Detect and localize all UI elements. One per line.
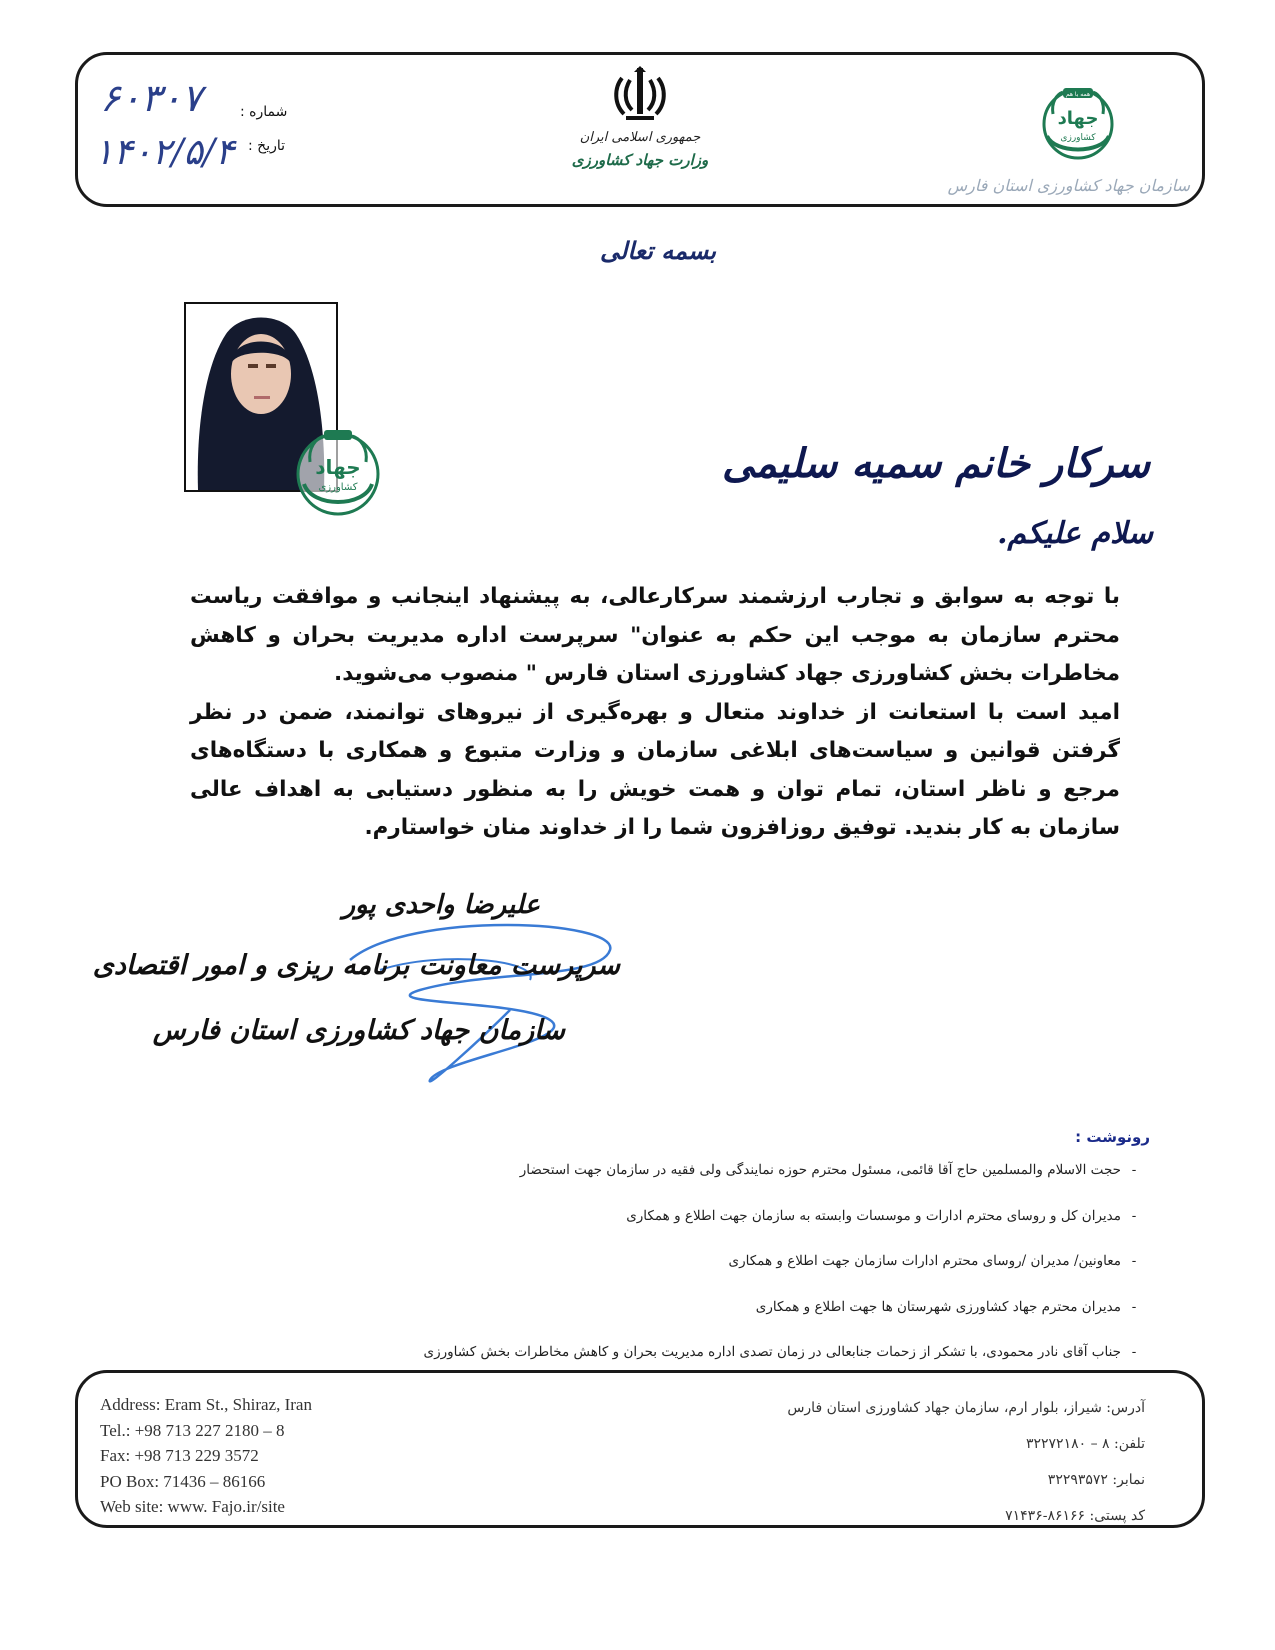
cc-item-text: مدیران کل و روسای محترم ادارات و موسسات وابسته به سازمان جهت اطلاع و همکاری [626,1207,1121,1224]
footer-postal-fa: کد پستی: ۸۶۱۶۶-۷۱۴۳۶ [1005,1508,1145,1524]
cc-dash: - [1131,1253,1137,1269]
logo-sub-text: کشاورزی [1060,133,1096,143]
cc-header: رونوشت : [1075,1128,1150,1146]
footer-address-fa: آدرس: شیراز، بلوار ارم، سازمان جهاد کشاورزی استان فارس [787,1400,1145,1416]
body-paragraph-1: با توجه به سوابق و تجارب ارزشمند سرکارعالی، به پیشنهاد اینجانب و موافقت ریاست محترم سازمان به موجب این حکم به عنوان" سرپرست اداره مدیریت بحران و کاهش مخاطرات بخش کشاورزی جهاد کشاورزی استان فارس " منصوب می‌شوید. [190,584,1120,686]
body-paragraph-2: امید است با استعانت از خداوند متعال و بهره‌گیری از نیروهای توانمند، ضمن در نظر گرفتن قوانین و سیاست‌های ابلاغی سازمان و وزارت متبوع و همکاری با دستگاه‌های مرجع و ناظر استان، تمام توان و همت خویش را به منظور دستیابی به اهداف عالی سازمان به کار بندید. توفیق روزافزون شما را از خداوند منان خواستارم. [190,699,1120,840]
logo-main-text: جهاد [1057,108,1099,129]
footer-persian-contact [787,1394,1145,1538]
letter-date-value: ۱۴۰۲/۵/۴ [94,132,235,173]
recipient-name: سرکار خانم سمیه سلیمی [721,440,1150,487]
jahad-stamp-icon [290,426,386,520]
ministry-emblem-block [560,64,720,194]
cc-item-text: معاونین/ مدیران /روسای محترم ادارات سازمان جهت اطلاع و همکاری [728,1253,1121,1269]
letter-number-value: ۶۰۳۰۷ [100,76,203,120]
greeting: سلام علیکم. [997,516,1153,551]
cc-item [247,1251,1147,1297]
cc-dash: - [1131,1344,1137,1360]
cc-item [247,1206,1147,1252]
logo-top-text: همه با هم [1065,91,1091,98]
iran-emblem-icon [612,64,668,124]
footer-tel-en: Tel.: +98 713 227 2180 – 8 [100,1420,285,1440]
letter-number-label: شماره : [240,104,288,120]
cc-item-text: حجت الاسلام والمسلمین حاج آقا قائمی، مسئول محترم حوزه نمایندگی ولی فقیه در سازمان جهت استحضار [519,1162,1121,1178]
organization-logo-block [947,76,1210,196]
cc-list [247,1160,1147,1388]
signer-title: سرپرست معاونت برنامه ریزی و امور اقتصادی [92,950,620,981]
cc-item-text: مدیران محترم جهاد کشاورزی شهرستان ها جهت اطلاع و همکاری [755,1298,1121,1315]
signer-name: علیرضا واحدی پور [342,890,540,920]
footer-fax-en: Fax: +98 713 229 3572 [100,1446,259,1465]
cc-dash: - [1131,1298,1137,1315]
footer-website-en: Web site: www. Fajo.ir/site [100,1497,285,1516]
footer-english-contact [100,1392,312,1520]
ministry-title: وزارت جهاد کشاورزی [571,151,709,169]
cc-dash: - [1131,1162,1137,1178]
jahad-logo-icon [1033,84,1123,164]
footer-tel-fa: تلفن: ۸ – ۳۲۲۷۲۱۸۰ [1025,1436,1145,1452]
signature-block [92,890,620,1090]
cc-item [247,1297,1147,1343]
letter-body [190,578,1120,848]
cc-item-text: جناب آقای نادر محمودی، با تشکر از زحمات جنابعالی در زمان تصدی اداره مدیریت بحران و کاهش مخاطرات بخش کشاورزی [423,1344,1121,1360]
republic-title: جمهوری اسلامی ایران [579,130,701,145]
organization-name: سازمان جهاد کشاورزی استان فارس [947,176,1190,195]
stamp-main-text: جهاد [315,455,361,479]
signer-organization: سازمان جهاد کشاورزی استان فارس [152,1015,565,1046]
letter-date-label: تاریخ : [248,138,286,154]
footer-address-en: Address: Eram St., Shiraz, Iran [100,1395,312,1414]
number-date-area [90,70,310,180]
cc-item [247,1160,1147,1206]
basmala: بسمه تعالی [600,236,717,265]
footer-fax-fa: نمابر: ۳۲۲۹۳۵۷۲ [1047,1472,1145,1488]
signature-scribble-icon [290,890,630,1090]
footer-pobox-en: PO Box: 71436 – 86166 [100,1471,266,1491]
stamp-sub-text: کشاورزی [318,482,358,493]
cc-dash: - [1131,1207,1137,1224]
